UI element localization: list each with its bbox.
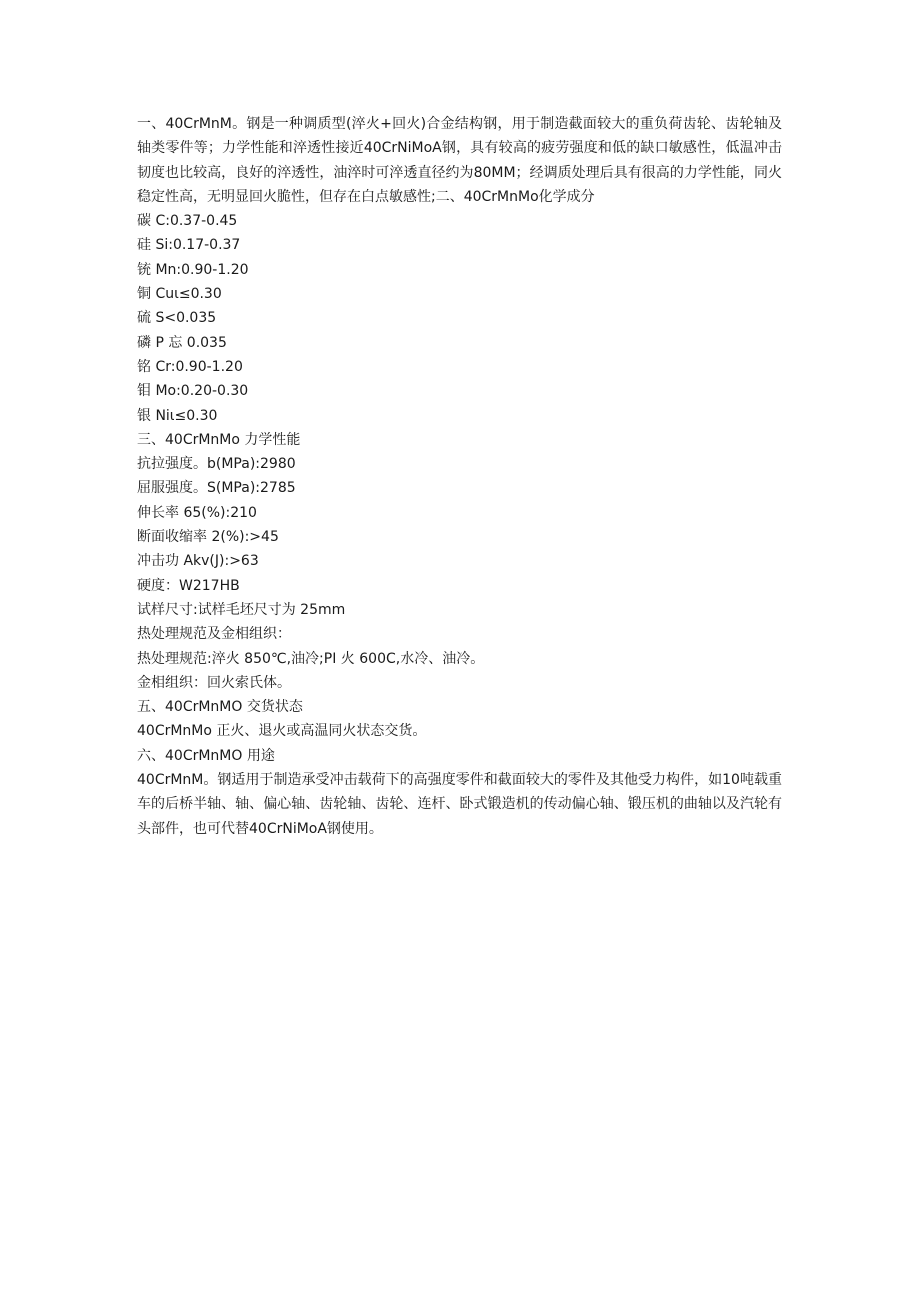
composition-item-copper: 铜 Cuι≤0.30 <box>137 286 222 303</box>
usage-heading: 六、40CrMnMO 用途 <box>137 747 275 764</box>
mechanical-heading: 三、40CrMnMo 力学性能 <box>137 431 301 448</box>
composition-item-chromium: 铭 Cr:0.90-1.20 <box>137 358 243 375</box>
composition-item-carbon: 碳 C:0.37-0.45 <box>137 213 238 230</box>
composition-item-sulfur: 硫 S<0.035 <box>137 310 217 327</box>
heat-treatment-heading: 热处理规范及金相组织： <box>137 626 291 643</box>
mechanical-tensile-strength: 抗拉强度。b(MPa):2980 <box>137 456 296 473</box>
metallographic-structure: 金相组织：回火索氏体。 <box>137 674 291 691</box>
composition-item-manganese: 铳 Mn:0.90-1.20 <box>137 261 249 278</box>
mechanical-hardness: 硬度：W217HB <box>137 577 240 594</box>
delivery-text: 40CrMnMo 正火、退火或高温同火状态交货。 <box>137 723 427 740</box>
composition-item-phosphorus: 磷 P 忘 0.035 <box>137 334 227 351</box>
mechanical-yield-strength: 屈服强度。S(MPa):2785 <box>137 480 296 497</box>
usage-paragraph: 40CrMnM。钢适用于制造承受冲击载荷下的高强度零件和截面较大的零件及其他受力构件，如10吨载重车的后桥半轴、轴、偏心轴、齿轮轴、齿轮、连杆、卧式锻造机的传动偏心轴、锻压机的曲轴以及汽轮有头部件，也可代替40CrNiMoA钢使用。 <box>137 772 782 837</box>
mechanical-list <box>137 452 782 695</box>
composition-item-silicon: 硅 Si:0.17-0.37 <box>137 237 241 254</box>
composition-item-molybdenum: 钼 Mo:0.20-0.30 <box>137 383 249 400</box>
mechanical-elongation: 伸长率 65(%):210 <box>137 504 257 521</box>
mechanical-impact-energy: 冲击功 Akv(J):>63 <box>137 553 259 570</box>
delivery-heading: 五、40CrMnMO 交货状态 <box>137 699 303 716</box>
document-body <box>137 112 782 841</box>
composition-list <box>137 209 782 428</box>
heat-treatment-spec: 热处理规范:淬火 850℃,油冷;PI 火 600C,水冷、油冷。 <box>137 650 485 667</box>
mechanical-sample-size: 试样尺寸:试样毛坯尺寸为 25mm <box>137 601 346 618</box>
intro-paragraph: 一、40CrMnM。钢是一种调质型(淬火+回火)合金结构钢，用于制造截面较大的重负荷齿轮、齿轮轴及轴类零件等；力学性能和淬透性接近40CrNiMoA钢，具有较高的疲劳强度和低的缺口敏感性，低温冲击韧度也比较高，良好的淬透性，油淬时可淬透直径约为80MM；经调质处理后具有很高的力学性能，同火稳定性高，无明显回火脆性，但存在白点敏感性;二、40CrMnMo化学成分 <box>137 116 782 205</box>
composition-item-nickel: 银 Niι≤0.30 <box>137 407 218 424</box>
mechanical-area-reduction: 断面收缩率 2(%):>45 <box>137 529 279 546</box>
